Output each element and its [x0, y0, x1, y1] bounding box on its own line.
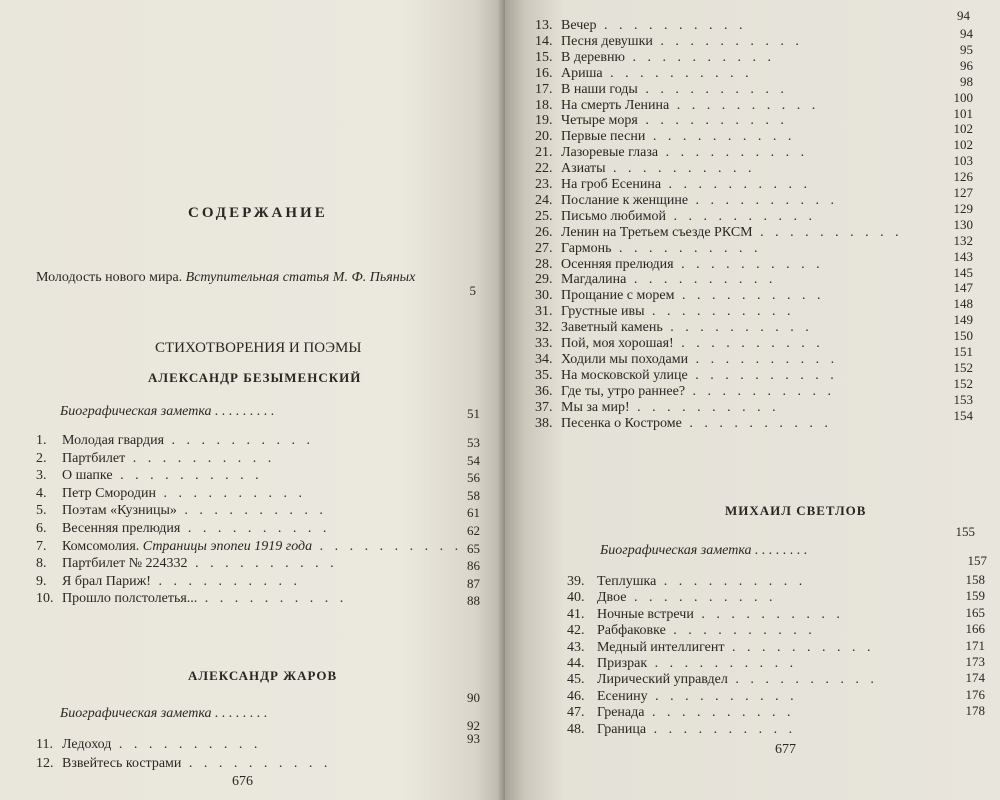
entry-title: На смерть Ленина — [561, 97, 670, 113]
entry-title: Петр Смородин — [62, 485, 157, 501]
toc-entry — [36, 521, 330, 537]
leader-dots: . . . . . . . . . . — [644, 705, 795, 721]
entry-number: 14. — [535, 33, 553, 49]
entry-number: 2. — [36, 450, 47, 466]
page-folio: 676 — [232, 774, 253, 789]
leader-dots: . . . . . . . . . . — [665, 208, 816, 224]
toc-entry — [535, 177, 811, 193]
entry-number: 38. — [535, 415, 553, 431]
entry-page: 96 — [960, 57, 973, 73]
toc-entry — [535, 161, 756, 177]
entry-title: Мы за мир! — [561, 399, 630, 415]
entry-title: Лазоревые глаза — [561, 145, 659, 161]
entry-title: Призрак — [597, 656, 648, 671]
entry-title: Грустные ивы — [561, 304, 645, 320]
leader-dots: . . . . . . . . . . — [687, 367, 838, 383]
leader-dots: . . . . . . . . . . — [645, 129, 796, 145]
entry-title: В деревню — [561, 49, 625, 65]
entry-title: Рабфаковке — [597, 623, 666, 639]
entry-page: 98 — [960, 73, 973, 89]
toc-entry — [535, 257, 824, 273]
leader-dots: . . . . . . . . . . — [662, 320, 813, 336]
leader-dots: . . . . . . . . . . — [611, 240, 762, 256]
entry-title: Песенка о Костроме — [561, 415, 682, 431]
entry-page: 159 — [965, 588, 985, 604]
entry-page: 151 — [953, 344, 973, 359]
entry-title: Взвейтесь кострами — [62, 756, 182, 771]
entry-page: 94 — [960, 26, 973, 41]
bio-label: Биографическая заметка — [60, 706, 212, 721]
entry-page: 65 — [467, 540, 480, 556]
leader-dots: . . . . . . . . . . — [688, 192, 839, 208]
entry-number: 19. — [535, 113, 553, 129]
entry-title: Магдалина — [561, 272, 627, 288]
entry-title: Есенину — [597, 688, 648, 704]
toc-entry — [535, 209, 816, 225]
toc-entry — [36, 756, 331, 772]
entry-number: 44. — [567, 656, 585, 671]
entry-title: Первые песни — [561, 129, 646, 145]
entry-number: 36. — [535, 383, 553, 399]
entry-number: 32. — [535, 320, 553, 336]
entry-page: 101 — [953, 105, 973, 121]
entry-number: 40. — [567, 590, 585, 606]
entry-page: 61 — [467, 505, 480, 521]
toc-entry — [36, 591, 347, 607]
bio-page: 92 — [467, 718, 480, 733]
entry-number: 8. — [36, 556, 47, 572]
page-number: 155 — [955, 524, 975, 539]
entry-title: На московской улице — [561, 367, 688, 383]
bio-note-zharov — [60, 706, 268, 722]
entry-page: 132 — [953, 232, 973, 248]
intro-subtitle: Вступительная статья М. Ф. Пьяных — [185, 270, 416, 285]
entry-number: 25. — [535, 208, 553, 224]
entry-page: 149 — [953, 312, 973, 328]
intro-page: 5 — [469, 283, 476, 298]
intro-entry — [36, 270, 415, 286]
entry-title: Песня девушки — [561, 33, 653, 49]
leader-dots: . . . . . . . . . . — [602, 65, 753, 81]
toc-entry — [36, 737, 261, 753]
leader-dots: . . . . . . . . . . — [673, 256, 824, 272]
entry-page: 56 — [467, 470, 480, 486]
toc-entry — [535, 98, 819, 114]
toc-entry — [36, 486, 306, 502]
entry-title: Ночные встречи — [597, 606, 694, 622]
toc-entry — [535, 34, 803, 50]
entry-page: 126 — [953, 169, 973, 185]
toc-entry — [535, 288, 824, 304]
entry-number: 37. — [535, 399, 553, 415]
entry-title: Гренада — [597, 705, 645, 721]
toc-entry — [36, 433, 314, 449]
leader-dots: . . . . . . . . . . — [685, 383, 836, 399]
entry-number: 31. — [535, 304, 553, 320]
leader-dots: . . . . . . . . . . — [688, 351, 839, 367]
toc-entry — [535, 82, 788, 98]
leader-dots: . . . . . . . . . . — [674, 288, 825, 304]
entry-page: 176 — [965, 686, 985, 702]
toc-entry — [36, 574, 301, 590]
toc-entry — [535, 193, 838, 209]
leader-dots: . . . . . . . . . . — [637, 81, 788, 97]
entry-title: Гармонь — [561, 240, 612, 256]
leader-dots: . . . . . . . . . . — [644, 304, 795, 320]
entry-title: Четыре моря — [561, 113, 638, 129]
entry-title: Граница — [597, 721, 647, 737]
entry-title: Я брал Париж! — [62, 573, 151, 589]
page-folio: 677 — [775, 742, 796, 757]
leader-dots: . . . . . . . . . . — [180, 521, 331, 536]
toc-entry — [535, 352, 838, 368]
entry-page: 171 — [965, 637, 985, 653]
entry-number: 4. — [36, 485, 47, 501]
entry-page: 166 — [965, 621, 985, 637]
leader-dots: . . . . . . . . . . — [629, 399, 780, 415]
entry-title: Пой, моя хорошая! — [561, 336, 674, 351]
entry-number: 18. — [535, 97, 553, 113]
entry-title: Послание к женщине — [561, 192, 689, 208]
entry-page: 129 — [953, 200, 973, 216]
entry-page: 165 — [965, 604, 985, 620]
leader-dots: . . . . . . . . . . — [752, 224, 903, 240]
entry-title: Ходили мы походами — [561, 351, 689, 367]
toc-entry — [535, 50, 775, 66]
entry-page: 86 — [467, 558, 480, 574]
intro-title: Молодость нового мира. — [36, 270, 183, 285]
entry-number: 46. — [567, 688, 585, 704]
entry-page: 103 — [953, 153, 973, 169]
toc-entry — [36, 556, 338, 572]
leader-dots: . . . . . . . . . . — [112, 468, 263, 484]
toc-entry — [567, 722, 796, 738]
entry-title: О шапке — [62, 468, 113, 484]
entry-page: 100 — [953, 89, 973, 105]
entry-page: 147 — [953, 280, 973, 296]
bio-label: Биографическая заметка — [600, 543, 752, 558]
leader-dots: . . . . . . . . . . — [156, 485, 307, 501]
entry-number: 7. — [36, 538, 47, 554]
entry-page: 174 — [965, 670, 985, 686]
entry-page: 95 — [960, 41, 973, 57]
entry-number: 15. — [535, 49, 553, 65]
leader-dots: . . . . . . . . . . — [665, 623, 816, 639]
toc-entry — [36, 451, 275, 467]
entry-number: 13. — [535, 18, 553, 33]
entry-title: Где ты, утро раннее? — [561, 383, 686, 399]
toc-entry — [535, 66, 753, 82]
entry-page: 178 — [965, 703, 985, 719]
entry-number: 10. — [36, 591, 54, 607]
entry-title: Весенняя прелюдия — [62, 521, 181, 536]
toc-entry — [567, 590, 776, 606]
entry-number: 6. — [36, 521, 47, 536]
leader-dots: . . . . . . . . . . — [652, 33, 803, 49]
toc-entry — [36, 539, 462, 555]
entry-title: Поэтам «Кузницы» — [62, 503, 177, 519]
leader-dots: . . . . . . . . . . — [656, 574, 807, 589]
toc-entry — [535, 225, 903, 241]
leader-dots: . . . . . . . . . . — [693, 606, 844, 622]
leader-dots: . . . . . . . . . . — [197, 591, 348, 607]
entry-page: 153 — [953, 391, 973, 407]
entry-number: 45. — [567, 672, 585, 688]
entry-title: Прошло полстолетья... — [62, 591, 198, 607]
toc-entry — [535, 336, 824, 352]
entry-page: 145 — [953, 264, 973, 280]
entry-number: 30. — [535, 288, 553, 304]
entry-page: 152 — [953, 359, 973, 375]
toc-entry — [535, 18, 746, 34]
toc-entry — [535, 145, 808, 161]
leader-dots: . . . . . . . . . . — [647, 656, 798, 671]
entry-title: Заветный камень — [561, 320, 663, 336]
leader-dots: . . . . . . . . . . — [187, 556, 338, 572]
leader-dots: . . . . . . . . . . — [647, 688, 798, 704]
section-title: СТИХОТВОРЕНИЯ И ПОЭМЫ — [155, 340, 362, 356]
leader-dots: . . . . . . . . . . — [646, 721, 797, 737]
bio-page: 51 — [467, 406, 480, 421]
entry-number: 27. — [535, 240, 553, 256]
entry-page: 93 — [467, 731, 480, 746]
entry-title: Ленин на Третьем съезде РКСМ — [561, 224, 753, 240]
entry-title: Комсомолия. — [62, 538, 140, 554]
toc-entry — [567, 705, 794, 721]
entry-number: 22. — [535, 161, 553, 177]
entry-page: 53 — [467, 435, 480, 450]
entry-number: 39. — [567, 574, 585, 589]
entry-page: 143 — [953, 248, 973, 264]
toc-entry — [567, 689, 798, 705]
entry-number: 34. — [535, 351, 553, 367]
leader-dots: . . . . . . . . . . — [312, 538, 463, 554]
entry-title: Партбилет — [62, 450, 126, 466]
entry-title: Прощание с морем — [561, 288, 675, 304]
toc-entry — [535, 320, 813, 336]
toc-entry — [535, 129, 795, 145]
entry-page: 130 — [953, 216, 973, 232]
entry-subtitle: Страницы эпопеи 1919 года — [139, 538, 313, 554]
leader-dots: . . . . . . . . . . — [626, 590, 777, 606]
entry-page: 58 — [467, 487, 480, 503]
bio-note-bezymensky — [60, 404, 275, 420]
leader-dots: . . . . . . . . . — [215, 404, 275, 419]
entry-number: 17. — [535, 81, 553, 97]
entry-number: 20. — [535, 129, 553, 145]
leader-dots: . . . . . . . . . . — [681, 415, 832, 431]
entry-number: 16. — [535, 65, 553, 81]
bio-note-svetlov — [600, 543, 808, 559]
entry-title: Ариша — [561, 65, 603, 81]
entry-title: На гроб Есенина — [561, 177, 662, 192]
leader-dots: . . . . . . . . . . — [673, 336, 824, 351]
toc-entry — [567, 640, 874, 656]
toc-entry — [36, 503, 327, 519]
entry-title: Осенняя прелюдия — [561, 256, 674, 272]
entry-number: 23. — [535, 177, 553, 192]
toc-entry — [567, 656, 797, 672]
entry-number: 12. — [36, 756, 54, 771]
entry-number: 33. — [535, 336, 553, 351]
toc-entry — [535, 304, 794, 320]
page-number: 90 — [467, 690, 480, 705]
entry-page: 152 — [953, 375, 973, 391]
page-number: 94 — [957, 8, 970, 23]
entry-title: Медный интеллигент — [597, 639, 725, 655]
entry-page: 102 — [953, 121, 973, 137]
entry-title: Лирический управдел — [597, 672, 728, 688]
entry-number: 9. — [36, 573, 47, 589]
entry-title: Азиаты — [561, 161, 606, 177]
entry-title: Двое — [597, 590, 627, 606]
entry-page: 102 — [953, 137, 973, 153]
leader-dots: . . . . . . . . . . — [637, 113, 788, 129]
leader-dots: . . . . . . . . . . — [150, 573, 301, 589]
leader-dots: . . . . . . . . . . — [658, 145, 809, 161]
leader-dots: . . . . . . . . — [215, 706, 268, 721]
toc-entry — [535, 368, 838, 384]
entry-number: 42. — [567, 623, 585, 639]
toc-entry — [567, 607, 844, 623]
entry-page: 88 — [467, 593, 480, 609]
toc-entry — [535, 400, 780, 416]
entry-title: В наши годы — [561, 81, 638, 97]
entry-number: 26. — [535, 224, 553, 240]
entry-number: 48. — [567, 721, 585, 737]
entry-number: 3. — [36, 468, 47, 484]
leader-dots: . . . . . . . . — [755, 543, 808, 558]
leader-dots: . . . . . . . . . . — [669, 97, 820, 113]
leader-dots: . . . . . . . . . . — [661, 177, 812, 192]
entry-page: 173 — [965, 654, 985, 669]
entry-number: 5. — [36, 503, 47, 519]
entry-page: 154 — [953, 407, 973, 423]
entry-number: 21. — [535, 145, 553, 161]
leader-dots: . . . . . . . . . . — [727, 672, 878, 688]
toc-entry — [535, 384, 835, 400]
toc-entry — [567, 672, 878, 688]
toc-entry — [535, 113, 788, 129]
leader-dots: . . . . . . . . . . — [181, 756, 332, 771]
bio-page: 157 — [967, 553, 987, 568]
leader-dots: . . . . . . . . . . — [626, 272, 777, 288]
leader-dots: . . . . . . . . . . — [176, 503, 327, 519]
entry-number: 11. — [36, 737, 53, 752]
author-name-bezymensky: АЛЕКСАНДР БЕЗЫМЕНСКИЙ — [148, 370, 362, 385]
leader-dots: . . . . . . . . . . — [596, 18, 747, 33]
entry-number: 35. — [535, 367, 553, 383]
leader-dots: . . . . . . . . . . — [125, 450, 276, 466]
leader-dots: . . . . . . . . . . — [164, 433, 315, 448]
entry-title: Партбилет № 224332 — [62, 556, 188, 572]
entry-title: Теплушка — [597, 574, 657, 589]
right-page — [505, 0, 1000, 800]
author-name-zharov: АЛЕКСАНДР ЖАРОВ — [188, 668, 338, 683]
entry-page: 148 — [953, 296, 973, 312]
entry-title: Молодая гвардия — [62, 433, 165, 448]
author-name-svetlov: МИХАИЛ СВЕТЛОВ — [725, 503, 867, 518]
entry-page: 62 — [467, 523, 480, 538]
entry-number: 24. — [535, 192, 553, 208]
entry-number: 41. — [567, 606, 585, 622]
entry-page: 87 — [467, 575, 480, 591]
toc-entry — [567, 574, 806, 590]
entry-title: Письмо любимой — [561, 208, 666, 224]
leader-dots: . . . . . . . . . . — [624, 49, 775, 65]
toc-entry — [567, 623, 816, 639]
entry-page: 54 — [467, 452, 480, 468]
entry-page: 127 — [953, 185, 973, 200]
toc-entry — [535, 241, 761, 257]
toc-entry — [535, 416, 832, 432]
toc-entry — [535, 272, 776, 288]
bio-label: Биографическая заметка — [60, 404, 212, 419]
entry-number: 28. — [535, 256, 553, 272]
entry-page: 158 — [965, 572, 985, 587]
leader-dots: . . . . . . . . . . — [724, 639, 875, 655]
entry-number: 43. — [567, 639, 585, 655]
entry-number: 1. — [36, 433, 47, 448]
entry-title: Ледоход — [62, 737, 112, 752]
entry-number: 47. — [567, 705, 585, 721]
entry-page: 150 — [953, 328, 973, 344]
entry-number: 29. — [535, 272, 553, 288]
leader-dots: . . . . . . . . . . — [111, 737, 262, 752]
toc-entry — [36, 468, 263, 484]
contents-heading: СОДЕРЖАНИЕ — [188, 205, 328, 221]
leader-dots: . . . . . . . . . . — [605, 161, 756, 177]
entry-title: Вечер — [561, 18, 597, 33]
